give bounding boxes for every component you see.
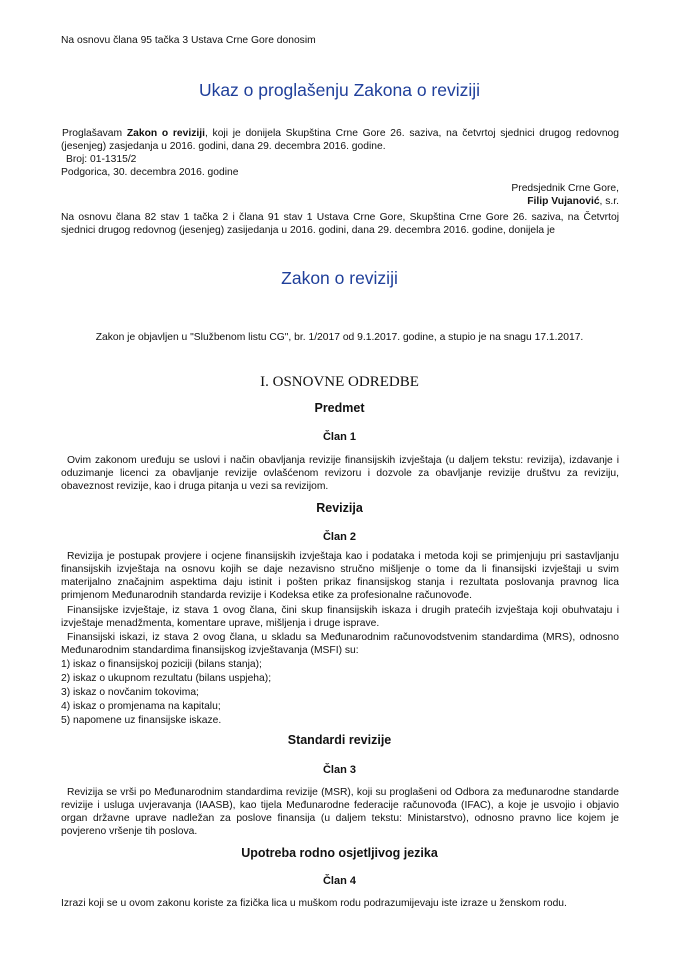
president-signature	[527, 195, 619, 208]
list-item: 1) iskaz o finansijskoj poziciji (bilans stanja);	[61, 659, 262, 670]
list-item: 3) iskaz o novčanim tokovima;	[61, 687, 199, 698]
clan-1-text: Ovim zakonom uređuju se uslovi i način obavljanja revizije finansijskih izvještaja (u daljem tekstu: revizija), izdavanje i oduzimanje licenci za obavljanje revizije ovlašćenom revizoru i dozvole za obavljanje revizije društvu za reviziju, obaveznost revizije, kao i druga pitanja u vezi sa revizijom.	[61, 455, 619, 492]
adoption-basis-paragraph: Na osnovu člana 82 stav 1 tačka 2 i člana 91 stav 1 Ustava Crne Gore, Skupština Crne Gore 26. saziva, na Četvrtoj sjednici drugog redovnog (jesenjeg) zasijedanja u 2016. godini, dana 29. decembra 2016. godine, donijela je	[61, 212, 619, 236]
heading-revizija: Revizija	[316, 501, 363, 515]
president-title: Predsjednik Crne Gore,	[511, 183, 619, 194]
list-item: 5) napomene uz finansijske iskaze.	[61, 715, 222, 726]
clan-1-label: Član 1	[322, 431, 356, 443]
list-item: 4) iskaz o promjenama na kapitalu;	[61, 701, 221, 712]
clan-3-text: Revizija se vrši po Međunarodnim standardima revizije (MSR), koji su proglašeni od Odbora za međunarodne standarde revizije i usluga uvjeravanja (IAASB), kao tijela Međunarodne federacije računovođa (IFAC), a koje je usvojio i objavio organ državne uprave nadležan za poslove finansija (u daljem tekstu: Ministarstvo), odnosno pravno lice kojem je povjereno vršenje tih poslova.	[61, 787, 619, 837]
clan-2-para-3: Finansijski iskazi, iz stava 2 ovog člana, u skladu sa Međunarodnim računovodstvenim standardima (MRS), odnosno Međunarodnim standardima finansijskog izvještavanja (MSFI) su:	[61, 632, 619, 656]
proclamation-law-name: Zakon o reviziji	[126, 128, 205, 139]
heading-predmet: Predmet	[314, 401, 365, 415]
proclamation-text: Proglašavam	[62, 128, 127, 139]
broj-line: Broj: 01-1315/2	[66, 154, 137, 165]
section-heading: I. OSNOVNE ODREDBE	[260, 374, 419, 390]
place-date-line: Podgorica, 30. decembra 2016. godine	[61, 167, 239, 178]
proclamation-text-cont: , koji je donijela Skupština Crne Gore 26. saziva, na četvrtoj sjednici drugog redovnog (jesenjeg) zasjedanja u 2016. godini, dana 29. decembra 2016. godine.	[61, 128, 619, 152]
list-item: 2) iskaz o ukupnom rezultatu (bilans uspjeha);	[61, 673, 272, 684]
clan-3-label: Član 3	[322, 764, 356, 776]
heading-rodno: Upotreba rodno osjetljivog jezika	[241, 846, 438, 860]
clan-2-para-2: Finansijske izvještaje, iz stava 1 ovog člana, čini skup finansijskih iskaza i drugih pratećih izvještaja koji obuhvataju i izvještaje menadžmenta, komentare uprave, mišljenja i druge isprave.	[61, 605, 619, 629]
intro-line: Na osnovu člana 95 tačka 3 Ustava Crne Gore donosim	[61, 35, 316, 46]
law-title: Zakon o reviziji	[281, 268, 398, 288]
president-name: Filip Vujanović	[527, 196, 600, 207]
clan-4-label: Član 4	[322, 875, 356, 887]
clan-2-para-1: Revizija je postupak provjere i ocjene finansijskih izvještaja kao i podataka i metoda koji se primjenjuju pri sastavljanju finansijskih izvještaja na osnovu kojih se daje nezavisno stručno mišljenje o tome da li finansijski izvještaji u svim materijalno značajnim aspektima daju istinit i pošten prikaz finansijskog stanja i rezultata poslovanja pravnog lica primjenom Međunarodnih standarda revizije i Kodeksa etike za profesionalne računovođe.	[61, 551, 619, 601]
clan-2-label: Član 2	[322, 531, 356, 543]
ukaz-title: Ukaz o proglašenju Zakona o reviziji	[198, 80, 481, 100]
heading-standardi: Standardi revizije	[287, 733, 392, 747]
president-suffix: , s.r.	[599, 196, 619, 207]
proclamation-paragraph	[61, 127, 619, 153]
publication-note: Zakon je objavljen u "Službenom listu CG", br. 1/2017 od 9.1.2017. godine, a stupio je na snagu 17.1.2017.	[95, 332, 584, 343]
clan-4-text: Izrazi koji se u ovom zakonu koriste za fizička lica u muškom rodu podrazumijevaju iste izraze u ženskom rodu.	[61, 898, 567, 909]
